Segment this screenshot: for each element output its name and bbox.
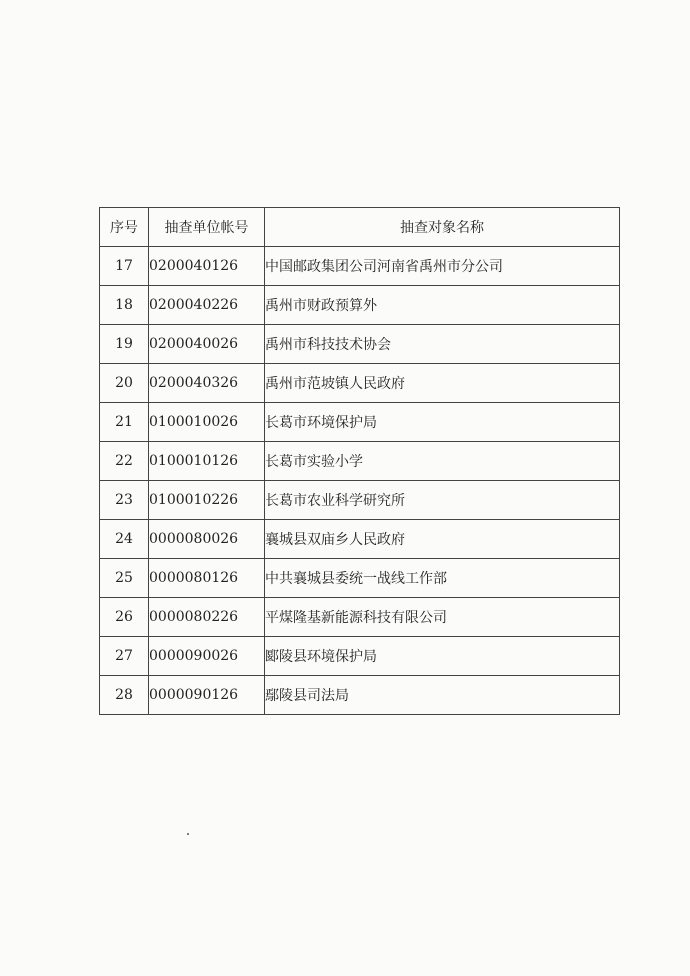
table-row bbox=[100, 481, 620, 520]
cell-seq: 19 bbox=[100, 325, 149, 364]
cell-account: 0000090126 bbox=[149, 676, 265, 715]
header-account: 抽查单位帐号 bbox=[149, 208, 265, 247]
cell-seq: 28 bbox=[100, 676, 149, 715]
header-seq: 序号 bbox=[100, 208, 149, 247]
table-row bbox=[100, 442, 620, 481]
cell-name: 中共襄城县委统一战线工作部 bbox=[265, 559, 620, 598]
cell-seq: 17 bbox=[100, 247, 149, 286]
cell-name: 平煤隆基新能源科技有限公司 bbox=[265, 598, 620, 637]
table-header-row bbox=[100, 208, 620, 247]
cell-name: 长葛市环境保护局 bbox=[265, 403, 620, 442]
cell-name: 郾陵县环境保护局 bbox=[265, 637, 620, 676]
cell-seq: 18 bbox=[100, 286, 149, 325]
cell-name: 长葛市农业科学研究所 bbox=[265, 481, 620, 520]
cell-account: 0200040226 bbox=[149, 286, 265, 325]
cell-account: 0100010026 bbox=[149, 403, 265, 442]
cell-name: 襄城县双庙乡人民政府 bbox=[265, 520, 620, 559]
cell-account: 0100010226 bbox=[149, 481, 265, 520]
cell-account: 0000080026 bbox=[149, 520, 265, 559]
table-row bbox=[100, 676, 620, 715]
table-row bbox=[100, 364, 620, 403]
table-row bbox=[100, 247, 620, 286]
cell-account: 0000080126 bbox=[149, 559, 265, 598]
table-row bbox=[100, 403, 620, 442]
audit-target-table bbox=[99, 207, 620, 715]
scan-speck bbox=[187, 833, 189, 835]
cell-seq: 22 bbox=[100, 442, 149, 481]
cell-account: 0000090026 bbox=[149, 637, 265, 676]
header-name: 抽查对象名称 bbox=[265, 208, 620, 247]
cell-seq: 20 bbox=[100, 364, 149, 403]
cell-seq: 26 bbox=[100, 598, 149, 637]
cell-name: 中国邮政集团公司河南省禹州市分公司 bbox=[265, 247, 620, 286]
cell-seq: 21 bbox=[100, 403, 149, 442]
cell-account: 0200040126 bbox=[149, 247, 265, 286]
cell-seq: 23 bbox=[100, 481, 149, 520]
cell-name: 禹州市财政预算外 bbox=[265, 286, 620, 325]
cell-seq: 24 bbox=[100, 520, 149, 559]
cell-name: 禹州市范坡镇人民政府 bbox=[265, 364, 620, 403]
table-row bbox=[100, 637, 620, 676]
cell-name: 鄢陵县司法局 bbox=[265, 676, 620, 715]
cell-seq: 25 bbox=[100, 559, 149, 598]
table-row bbox=[100, 598, 620, 637]
cell-name: 长葛市实验小学 bbox=[265, 442, 620, 481]
table-row bbox=[100, 559, 620, 598]
table-row bbox=[100, 325, 620, 364]
cell-account: 0000080226 bbox=[149, 598, 265, 637]
cell-seq: 27 bbox=[100, 637, 149, 676]
cell-account: 0200040326 bbox=[149, 364, 265, 403]
table-row bbox=[100, 520, 620, 559]
cell-name: 禹州市科技技术协会 bbox=[265, 325, 620, 364]
cell-account: 0100010126 bbox=[149, 442, 265, 481]
cell-account: 0200040026 bbox=[149, 325, 265, 364]
table-row bbox=[100, 286, 620, 325]
